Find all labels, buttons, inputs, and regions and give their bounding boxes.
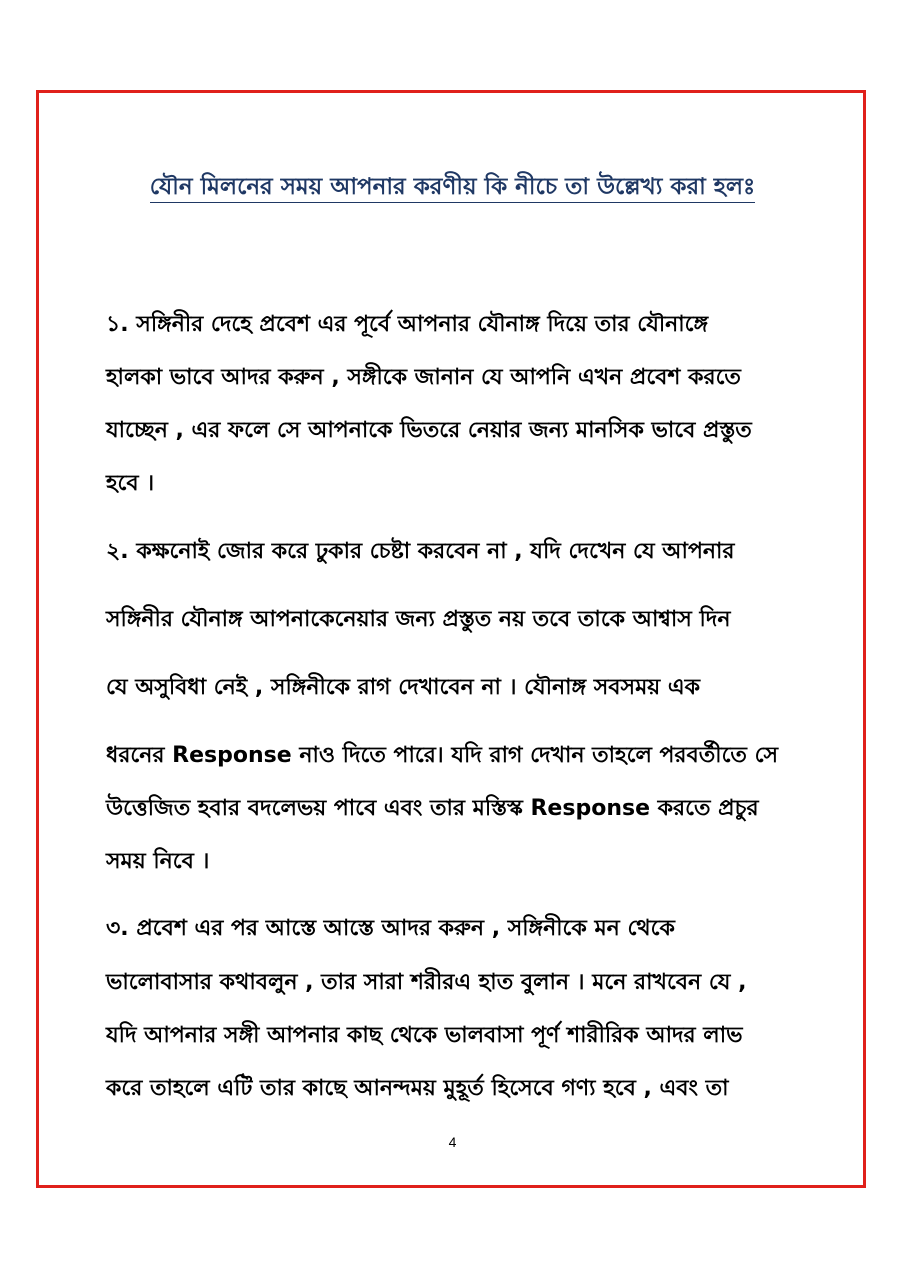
point-2-line-2: সঙ্গিনীর যৌনাঙ্গ আপনাকেনেয়ার জন্য প্রস্তুত নয় তবে তাকে আশ্বাস দিন [106, 607, 731, 632]
point-1-line-3: যাচ্ছেন , এর ফলে সে আপনাকে ভিতরে নেয়ার জন্য মানসিক ভাবে প্রস্তুত [106, 418, 752, 443]
page-heading [60, 168, 845, 207]
point-3-line-4: করে তাহলে এটি তার কাছে আনন্দময় মুহূর্ত হিসেবে গণ্য হবে , এবং তা [106, 1076, 729, 1101]
point-2-line-4: ধরনের Response নাও দিতে পারে। যদি রাগ দেখান তাহলে পরবর্তীতে সে [106, 743, 779, 768]
point-1-line-2: হালকা ভাবে আদর করুন , সঙ্গীকে জানান যে আপনি এখন প্রবেশ করতে [106, 365, 741, 390]
point-3-line-1: ৩. প্রবেশ এর পর আস্তে আস্তে আদর করুন , সঙ্গিনীকে মন থেকে [106, 916, 675, 941]
page-number: 4 [448, 1134, 457, 1150]
point-2-line-3: যে অসুবিধা নেই , সঙ্গিনীকে রাগ দেখাবেন না । যৌনাঙ্গ সবসময় এক [106, 675, 701, 700]
point-1-line-4: হবে । [106, 471, 155, 496]
point-2-line-6: সময় নিবে । [106, 849, 210, 874]
point-3-line-2: ভালোবাসার কথাবলুন , তার সারা শরীরএ হাত বুলান । মনে রাখবেন যে , [106, 970, 747, 995]
heading-text: যৌন মিলনের সময় আপনার করণীয় কি নীচে তা উল্লেখ্য করা হলঃ [150, 174, 756, 203]
point-2-line-5: উত্তেজিত হবার বদলেভয় পাবে এবং তার মস্তিস্ক Response করতে প্রচুর [106, 796, 759, 821]
point-1-line-1: ১. সঙ্গিনীর দেহে প্রবেশ এর পূর্বে আপনার যৌনাঙ্গ দিয়ে তার যৌনাঙ্গে [106, 312, 709, 337]
point-2-line-1: ২. কক্ষনোই জোর করে ঢুকার চেষ্টা করবেন না , যদি দেখেন যে আপনার [106, 539, 735, 564]
point-3-line-3: যদি আপনার সঙ্গী আপনার কাছ থেকে ভালবাসা পূর্ণ শারীরিক আদর লাভ [106, 1023, 743, 1048]
